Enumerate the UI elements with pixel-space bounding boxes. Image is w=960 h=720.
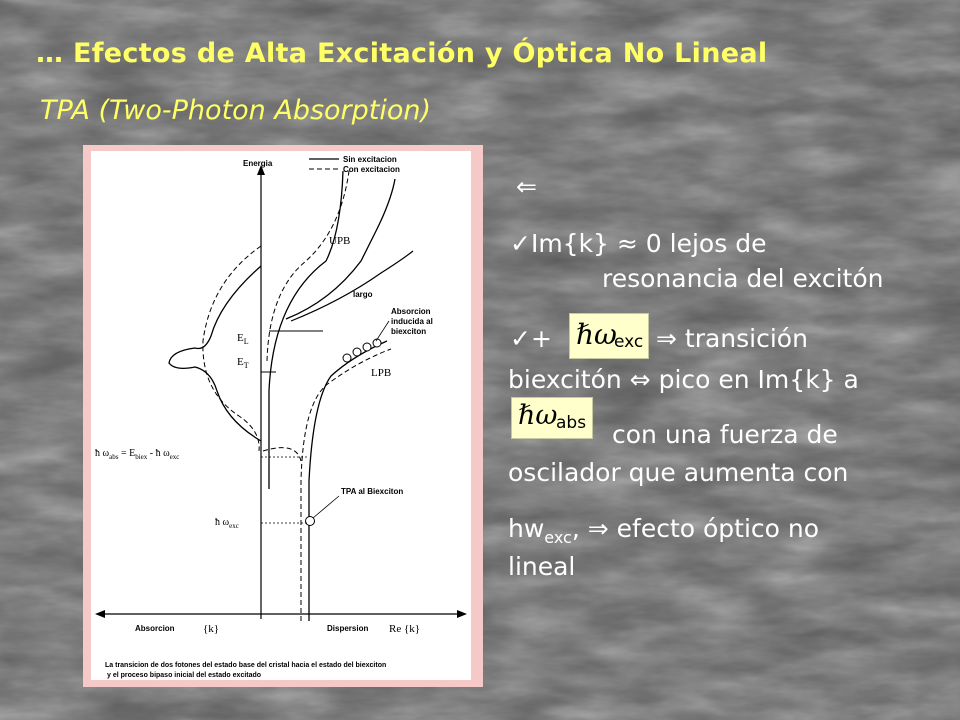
polariton-diagram [91, 151, 471, 680]
bullet-2-line-c: biexcitón ⇔ pico en Im{k} a [508, 365, 859, 394]
formula-exc-symbol: ℏω [576, 318, 617, 351]
hw-rest: , ⇒ efecto óptico no [571, 514, 820, 543]
lpb-dot-2 [353, 348, 361, 356]
label-abs-ind-3: biexciton [391, 327, 427, 336]
legend-dashed-label: Con excitacion [343, 165, 400, 174]
label-omega-exc: ħ $\omega_{exc}$ [215, 517, 239, 530]
tpa-pointer [313, 496, 339, 518]
label-k-left: {k} [203, 623, 220, 635]
bullet-2-line-g: lineal [508, 552, 576, 581]
dashed-upb [267, 171, 349, 361]
label-lpb: LPB [371, 367, 392, 379]
slide-subtitle: TPA (Two-Photon Absorption) [40, 95, 432, 126]
caption-line-2: y el proceso bipaso inicial del estado excitado [107, 672, 262, 679]
absorption-lobe [169, 266, 261, 441]
axis-arrow-left [95, 610, 105, 618]
label-upb: UPB [329, 235, 351, 247]
label-absorcion: Absorcion [135, 624, 175, 633]
bullet-1-line-a: ✓Im{k} ≈ 0 lejos de [510, 229, 767, 258]
diagram-frame [83, 145, 483, 687]
caption-line-1: La transicion de dos fotones del estado base del cristal hacia el estado del biexciton [105, 662, 387, 669]
upb-curve [269, 171, 343, 489]
legend-solid-label: Sin excitacion [343, 155, 397, 164]
dashed-lpb [301, 349, 391, 621]
arrow-symbol: ⇐ [516, 172, 537, 201]
label-dispersion: Dispersion [327, 624, 369, 633]
formula-abs-sub: abs [556, 413, 587, 433]
label-omega-abs: ħ $\omega_{abs} = E_{biex}$ - ħ $\omega_{exc}$ [95, 448, 180, 461]
bullet-2-line-f [508, 514, 819, 547]
label-re-k: Re {k} [389, 623, 421, 635]
bullet-2-line-a: ✓+ [510, 324, 552, 353]
bullet-2-line-e: oscilador que aumenta con [508, 458, 849, 487]
dashed-left-lobe [203, 246, 261, 451]
bullet-1-line-b: resonancia del excitón [602, 264, 884, 293]
label-tpa: TPA al Biexciton [341, 487, 404, 496]
lpb-dot-4 [373, 339, 381, 347]
label-abs-ind-1: Absorcion [391, 307, 431, 316]
label-largo: largo [353, 290, 373, 299]
axis-energy-label: Energia [243, 159, 273, 168]
bullet-2-line-b: ⇒ transición [656, 324, 808, 353]
abs-ind-pointer [376, 321, 389, 341]
bullet-2-line-d: con una fuerza de [612, 420, 838, 449]
lpb-curve [309, 341, 387, 621]
lpb-dot-1 [343, 354, 351, 362]
label-abs-ind-2: inducida al [391, 317, 433, 326]
axis-arrow-right [457, 610, 467, 618]
lpb-dot-3 [363, 343, 371, 351]
formula-hbar-omega-exc [569, 313, 649, 359]
formula-abs-symbol: ℏω [518, 400, 558, 431]
label-el: $E_L$ [237, 332, 249, 346]
hw-text: hw [508, 514, 545, 543]
slide-title: … Efectos de Alta Excitación y Óptica No Lineal [36, 38, 768, 69]
hw-sub: exc [544, 528, 572, 547]
formula-hbar-omega-abs [511, 397, 593, 439]
formula-exc-sub: exc [614, 332, 644, 352]
label-et: $E_T$ [237, 356, 249, 370]
diagram-paper [91, 151, 471, 680]
